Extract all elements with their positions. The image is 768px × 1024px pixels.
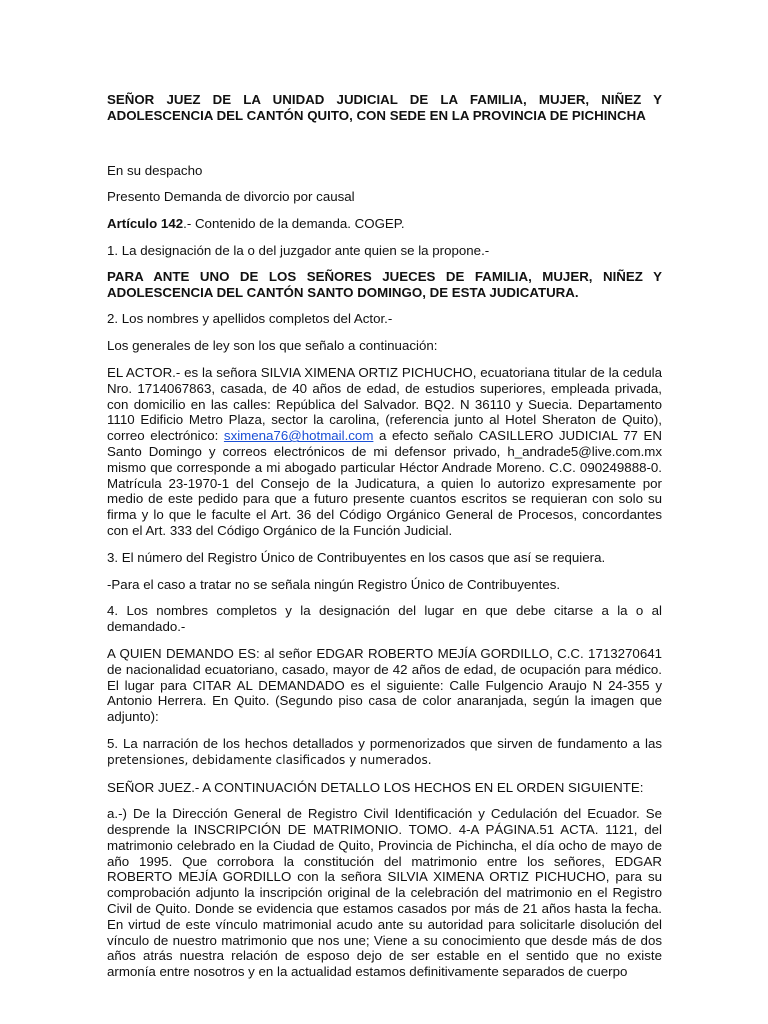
despacho-line: En su despacho <box>107 162 203 178</box>
item-5-text-2: pretensiones, debidamente clasificados y numerados. <box>107 752 432 767</box>
document-title: SEÑOR JUEZ DE LA UNIDAD JUDICIAL DE LA FAMILIA, MUJER, NIÑEZ Y ADOLESCENCIA DEL CANTÓN QUITO, CON SEDE EN LA PROVINCIA DE PICHINCHA <box>107 92 662 123</box>
item-1: 1. La designación de la o del juzgador ante quien se la propone.- <box>107 242 490 258</box>
actor-text-2: a efecto señalo CASILLERO JUDICIAL 77 EN Santo Domingo y correos electrónicos de mi defensor privado, h_andrade5@live.com.mx mismo que corresponde a mi abogado particular Héctor Andrade Moreno. C.C. 090249888-0. Matrícula 23-1970-1 del Consejo de la Judicatura, a quien lo autorizo expresamente por medio de este pedido para que a futuro presente cuantos escritos se requieran con solo su firma y lo que le faculte el Art. 36 del Código Orgánico General de Procesos, concordantes con el Art. 333 del Código Orgánico de la Función Judicial. <box>107 428 662 538</box>
item-3-note: -Para el caso a tratar no se señala ningún Registro Único de Contribuyentes. <box>107 576 561 592</box>
presento-line: Presento Demanda de divorcio por causal <box>107 189 355 205</box>
item-5-text-1: 5. La narración de los hechos detallados y pormenorizados que sirven de fundamento a las <box>107 735 662 751</box>
articulo-text: .- Contenido de la demanda. COGEP. <box>183 216 405 232</box>
articulo-line <box>107 216 662 232</box>
actor-text-1: EL ACTOR.- es la señora SILVIA XIMENA ORTIZ PICHUCHO, ecuatoriana titular de la cedula Nro. 1714067863, casada, de 40 años de edad, de estudios superiores, empleada privada, con domicilio en las calles: República del Salvador. BQ2. N 36110 y Suecia. Departamento 1110 Edificio Metro Plaza, sector la carolina, (referencia junto al Hotel Sheraton de Quito), correo electrónico: <box>107 364 662 444</box>
demandado-paragraph: A QUIEN DEMANDO ES: al señor EDGAR ROBERTO MEJÍA GORDILLO, C.C. 1713270641 de nacionalidad ecuatoriano, casado, mayor de 42 años de edad, de ocupación para médico. El lugar para CITAR AL DEMANDADO es el siguiente: Calle Fulgencio Araujo N 24-355 y Antonio Herrera. En Quito. (Segundo piso casa de color anaranjada, según la imagen que adjunto): <box>107 645 662 725</box>
item-2: 2. Los nombres y apellidos completos del Actor.- <box>107 311 393 327</box>
actor-email-link[interactable]: sximena76@hotmail.com <box>223 428 374 444</box>
actor-paragraph <box>107 365 662 539</box>
generales-line: Los generales de ley son los que señalo a continuación: <box>107 338 438 354</box>
articulo-number: Artículo 142 <box>107 216 184 232</box>
item-5 <box>107 736 662 769</box>
hecho-a-paragraph: a.-) De la Dirección General de Registro Civil Identificación y Cedulación del Ecuador. Se desprende la INSCRIPCIÓN DE MATRIMONIO. TOMO. 4-A PÁGINA.51 ACTA. 1121, del matrimonio celebrado en la Ciudad de Quito, Provincia de Pichincha, el día ocho de mayo de año 1995. Que corrobora la constitución del matrimonio entre los señores, EDGAR ROBERTO MEJÍA GORDILLO con la señora SILVIA XIMENA ORTIZ PICHUCHO, para su comprobación adjunto la inscripción original de la celebración del matrimonio en el Registro Civil de Quito. Donde se evidencia que estamos casados por más de 21 años hasta la fecha. En virtud de este vínculo matrimonial acudo ante su autoridad para solicitarle disolución del vínculo de nuestro matrimonio que nos une; Viene a su conocimiento que desde más de dos años atrás nuestra relación de esposo dejo de ser estable en el sentido que no existe armonía entre nosotros y en la actualidad estamos definitivamente separados de cuerpo <box>107 806 662 980</box>
senor-juez-heading: SEÑOR JUEZ.- A CONTINUACIÓN DETALLO LOS HECHOS EN EL ORDEN SIGUIENTE: <box>107 779 644 795</box>
item-3: 3. El número del Registro Único de Contribuyentes en los casos que así se requiera. <box>107 549 606 565</box>
para-ante-heading: PARA ANTE UNO DE LOS SEÑORES JUECES DE FAMILIA, MUJER, NIÑEZ Y ADOLESCENCIA DEL CANTÓN SANTO DOMINGO, DE ESTA JUDICATURA. <box>107 268 662 300</box>
item-4: 4. Los nombres completos y la designación del lugar en que debe citarse a la o al demandado.- <box>107 603 662 635</box>
